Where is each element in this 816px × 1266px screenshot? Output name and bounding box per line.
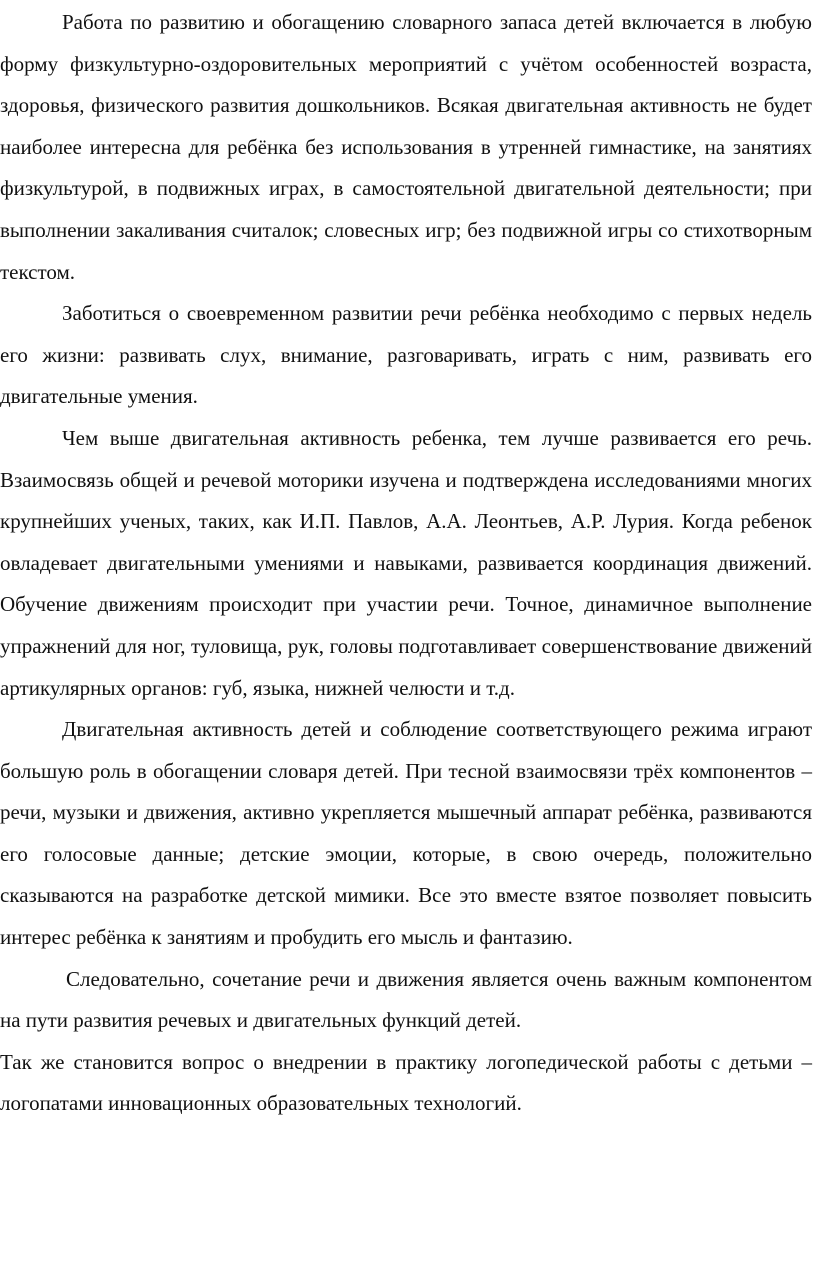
paragraph-vocabulary-work: Работа по развитию и обогащению словарного запаса детей включается в любую форму физкультурно-оздоровительных мероприятий с учётом особенностей возраста, здоровья, физического развития дошкольников. Всякая двигательная активность не будет наиболее интересна для ребёнка без использования в утренней гимнастике, на занятиях физкультурой, в подвижных играх, в самостоятельной двигательной деятельности; при выполнении закаливания считалок; словесных игр; без подвижной игры со стихотворным текстом. [0, 10, 812, 284]
paragraph-motor-activity: Чем выше двигательная активность ребенка, тем лучше развивается его речь. Взаимосвязь общей и речевой моторики изучена и подтверждена исследованиями многих крупнейших ученых, таких, как И.П. Павлов, А.А. Леонтьев, А.Р. Лурия. Когда ребенок овладевает двигательными умениями и навыками, развивается координация движений. Обучение движениям происходит при участии речи. Точное, динамичное выполнение упражнений для ног, туловища, рук, головы подготавливает совершенствование движений артикулярных органов: губ, языка, нижней челюсти и т.д. [0, 425, 812, 700]
paragraph-innovation: Так же становится вопрос о внедрении в практику логопедической работы с детьми –логопатами инновационных образовательных технологий. [0, 1049, 812, 1116]
paragraph-regime-role: Двигательная активность детей и соблюдение соответствующего режима играют большую роль в обогащении словаря детей. При тесной взаимосвязи трёх компонентов – речи, музыки и движения, активно укрепляется мышечный аппарат ребёнка, развиваются его голосовые данные; детские эмоции, которые, в свою очередь, положительно сказываются на разработке детской мимики. Все это вместе взятое позволяет повысить интерес ребёнка к занятиям и пробудить его мысль и фантазию. [0, 717, 812, 950]
paragraph-speech-care: Заботиться о своевременном развитии речи ребёнка необходимо с первых недель его жизни: развивать слух, внимание, разговаривать, играть с ним, развивать его двигательные умения. [0, 301, 812, 409]
paragraph-conclusion: Следовательно, сочетание речи и движения является очень важным компонентом на пути развития речевых и двигательных функций детей. [0, 966, 812, 1033]
